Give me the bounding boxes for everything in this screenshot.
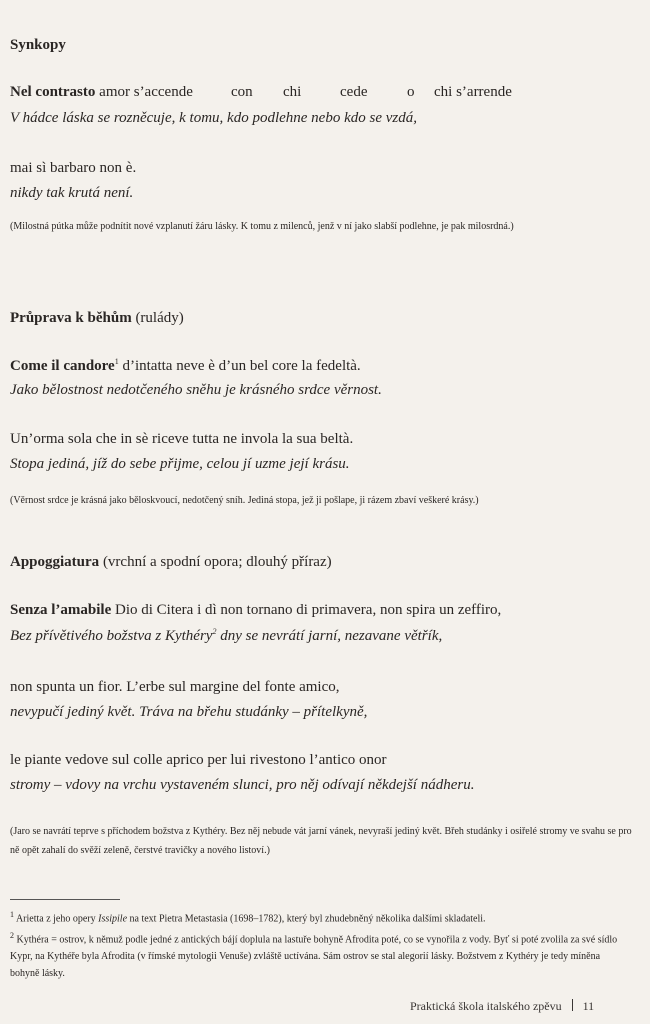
appoggiatura-line1-italian [10,602,501,619]
prurava-line1-bold: Come il candore [10,358,115,374]
synkopy-word-3: chi [283,84,302,100]
prurava-line2-italian: Un’orma sola che in sè riceve tutta ne invola la sua beltà. [10,431,354,447]
appoggiatura-line3-czech: stromy – vdovy na vrchu vystaveném slunci, pro něj odívají někdejší nádheru. [10,777,475,793]
appoggiatura-subtitle: (vrchní a spodní opora; dlouhý příraz) [99,554,332,570]
footer-title: Praktická škola italského zpěvu [410,999,562,1013]
footnote-1-text-b: na text Pietra Metastasia (1698–1782), který byl zhudebněný několika dalšími skladateli. [127,913,486,925]
appoggiatura-line1-czech-b: dny se nevrátí jarní, nezavane větřík, [216,628,443,644]
synkopy-word-4: cede [340,84,368,100]
section-title-appoggiatura [10,554,332,571]
synkopy-line2-czech: nikdy tak krutá není. [10,185,134,201]
synkopy-word-5: o [407,84,415,100]
footnote-ref-1: 1 [114,357,119,366]
footnote-2-text: Kythéra = ostrov, k němuž podle jedné z antických bájí doplula na lastuře bohyně Afrodita poté, co se vynořila z vody. Byť si poté zvolila za své sídlo Kypr, na Kythéře byla Afrodita (v římské mytologii Venuše) zvláště uctívána. Sám ostrov se stal alegorií lásky. Božstvem z Kythéry je tedy míněna bohyně lásky. [10,934,618,980]
appoggiatura-title: Appoggiatura [10,554,100,570]
footnote-ref-2: 2 [212,627,217,636]
prurava-title: Průprava k běhům [10,310,132,326]
footnote-divider [10,899,120,900]
page-footer [410,999,594,1014]
appoggiatura-line2-italian: non spunta un fior. L’erbe sul margine del fonte amico, [10,679,340,695]
appoggiatura-line1-bold: Senza l’amabile [10,602,112,618]
prurava-line1-italian [10,357,361,375]
synkopy-note: (Milostná pútka může podnítit nové vzplanutí žáru lásky. K tomu z milenců, jenž v ní jako slabší podlehne, je pak milosrdná.) [10,221,514,232]
synkopy-word-2: con [231,84,253,100]
prurava-line1-czech: Jako bělostnost nedotčeného sněhu je krásného srdce věrnost. [10,382,382,398]
prurava-line2-czech: Stopa jediná, jíž do sebe přijme, celou jí uzme její krásu. [10,456,350,472]
appoggiatura-line3-italian: le piante vedove sul colle aprico per lui rivestono l’antico onor [10,752,387,768]
section-title-synkopy: Synkopy [10,37,66,53]
synkopy-line1-czech: V hádce láska se rozněcuje, k tomu, kdo podlehne nebo kdo se vzdá, [10,110,417,126]
synkopy-word-6: chi s’arrende [434,84,512,100]
appoggiatura-line2-czech: nevypučí jediný květ. Tráva na břehu studánky – přítelkyně, [10,704,368,720]
prurava-line1-rest: d’intatta neve è d’un bel core la fedeltà. [118,358,361,374]
footnote-1-opera: Issipile [98,913,128,925]
footer-separator [572,999,573,1011]
footnote-1-number: 1 [10,910,14,919]
appoggiatura-line1-czech [10,627,442,645]
appoggiatura-note: (Jaro se navrátí teprve s příchodem božstva z Kythéry. Bez něj nebude vát jarní vánek, nevyraší jediný květ. Břeh studánky i osiřelé stromy ve svahu se pro ně opět zahalí do svěží zeleně, čerstvé travičky a nového listoví.) [10,826,632,856]
synkopy-line2-italian: mai sì barbaro non è. [10,160,137,176]
section-title-prurava [10,310,184,327]
page-number: 11 [582,999,595,1013]
footnote-1-text-a: Arietta z jeho opery [15,913,99,925]
prurava-subtitle: (rulády) [131,310,184,326]
footnote-2 [10,927,630,982]
synkopy-word-1: amor s’accende [95,84,193,100]
appoggiatura-line1-czech-a: Bez přívětivého božstva z Kythéry [10,628,213,644]
prurava-note: (Věrnost srdce je krásná jako běloskvoucí, nedotčený sníh. Jediná stopa, jež ji pošlape, ji rázem zbaví veškeré krásy.) [10,495,479,506]
footnote-1 [10,906,630,927]
synkopy-line1-italian [10,84,193,101]
appoggiatura-line1-rest: Dio di Citera i dì non tornano di primavera, non spira un zeffiro, [111,602,502,618]
synkopy-line1-bold: Nel contrasto [10,84,96,100]
footnote-2-number: 2 [10,931,14,940]
